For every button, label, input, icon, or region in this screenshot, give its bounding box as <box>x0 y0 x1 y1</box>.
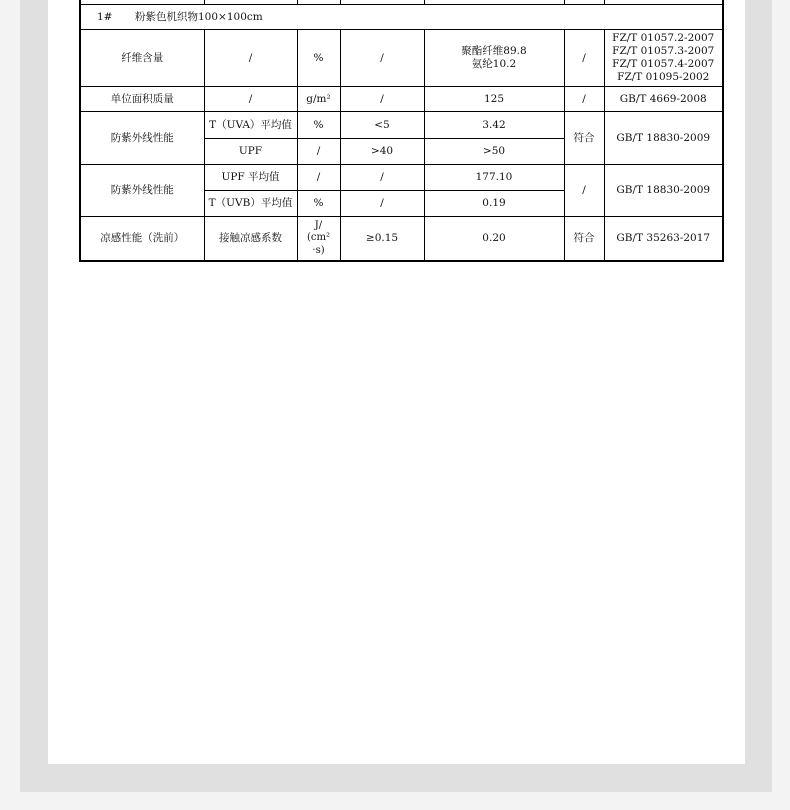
sub-item-cell: / <box>204 87 297 112</box>
result-line: 聚酯纤维89.8 <box>461 45 527 57</box>
requirement-cell: <5 <box>340 112 424 139</box>
standard-line: FZ/T 01057.2-2007 <box>612 32 715 44</box>
judgement-cell: 符合 <box>564 217 604 261</box>
sub-item-cell: T（UVA）平均值 <box>204 112 297 139</box>
result-cell: 0.19 <box>424 191 564 217</box>
sub-item-cell: / <box>204 30 297 87</box>
requirement-cell: / <box>340 165 424 191</box>
result-cell: >50 <box>424 139 564 165</box>
unit-cell: % <box>297 191 340 217</box>
item-cell: 单位面积质量 <box>80 87 204 112</box>
result-cell: 125 <box>424 87 564 112</box>
test-report-table <box>79 0 724 262</box>
sub-item-cell: 接触凉感系数 <box>204 217 297 261</box>
item-cell: 防紫外线性能 <box>80 112 204 165</box>
requirement-cell: / <box>340 191 424 217</box>
standard-cell: GB/T 18830-2009 <box>604 112 723 165</box>
judgement-cell: 符合 <box>564 112 604 165</box>
table-row-uv2-a <box>80 165 723 191</box>
table-row-mass <box>80 87 723 112</box>
requirement-cell: ≥0.15 <box>340 217 424 261</box>
standard-cell: GB/T 35263-2017 <box>604 217 723 261</box>
table-row-fiber <box>80 30 723 87</box>
judgement-cell: / <box>564 87 604 112</box>
result-line: 氨纶10.2 <box>471 58 517 70</box>
sample-number: 1# <box>97 10 113 23</box>
unit-cell: % <box>297 112 340 139</box>
standard-line: FZ/T 01057.4-2007 <box>612 58 715 70</box>
result-cell <box>424 30 564 87</box>
unit-line: ·s) <box>312 244 325 256</box>
unit-cell: % <box>297 30 340 87</box>
requirement-cell: / <box>340 30 424 87</box>
table-row-cool <box>80 217 723 261</box>
unit-cell: / <box>297 139 340 165</box>
standard-cell: GB/T 18830-2009 <box>604 165 723 217</box>
item-cell: 防紫外线性能 <box>80 165 204 217</box>
unit-cell: / <box>297 165 340 191</box>
judgement-cell: / <box>564 30 604 87</box>
standard-cell: GB/T 4669-2008 <box>604 87 723 112</box>
requirement-cell: >40 <box>340 139 424 165</box>
sub-item-cell: UPF <box>204 139 297 165</box>
sample-header-cell <box>80 5 723 30</box>
judgement-cell: / <box>564 165 604 217</box>
unit-cell: g/m² <box>297 87 340 112</box>
unit-line: J/ <box>314 219 323 231</box>
sub-item-cell: T（UVB）平均值 <box>204 191 297 217</box>
item-cell: 纤维含量 <box>80 30 204 87</box>
unit-cell <box>297 217 340 261</box>
requirement-cell: / <box>340 87 424 112</box>
sample-description: 粉紫色机织物100×100cm <box>135 10 263 23</box>
unit-line: (cm² <box>307 232 330 243</box>
standard-cell <box>604 30 723 87</box>
item-cell: 凉感性能（洗前） <box>80 217 204 261</box>
table-row-uv1-a <box>80 112 723 139</box>
result-cell: 3.42 <box>424 112 564 139</box>
result-cell: 177.10 <box>424 165 564 191</box>
standard-line: FZ/T 01057.3-2007 <box>612 45 715 57</box>
sub-item-cell: UPF 平均值 <box>204 165 297 191</box>
sample-header-row <box>80 5 723 30</box>
result-cell: 0.20 <box>424 217 564 261</box>
standard-line: FZ/T 01095-2002 <box>617 71 710 83</box>
